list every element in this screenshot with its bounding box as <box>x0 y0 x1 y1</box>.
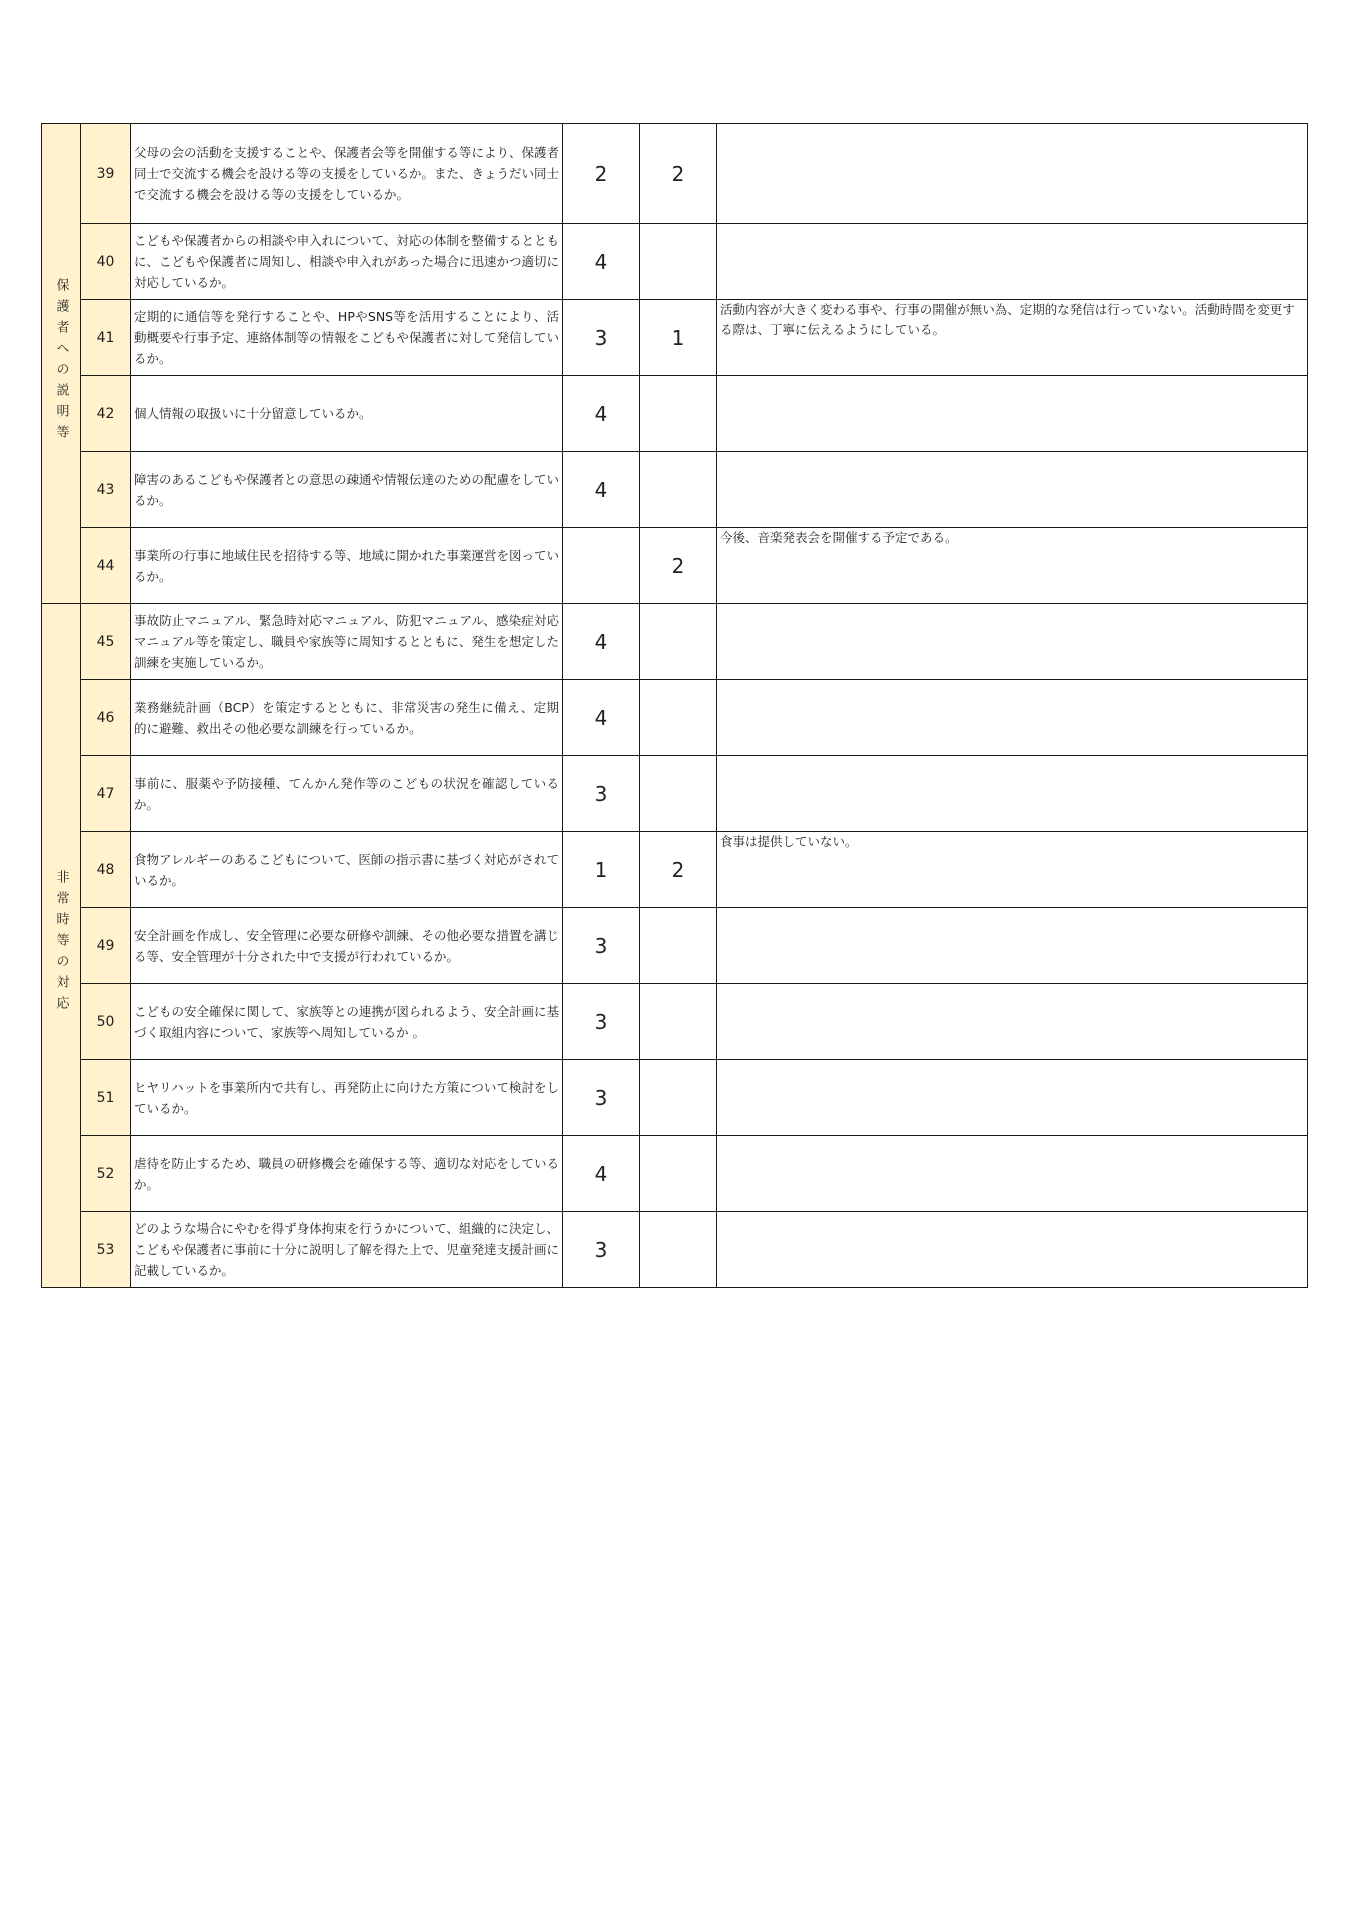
note-cell <box>717 452 1308 528</box>
question-text: 業務継続計画（BCP）を策定するとともに、非常災害の発生に備え、定期的に避難、救出その他必要な訓練を行っているか。 <box>131 680 563 756</box>
question-text: 定期的に通信等を発行することや、HPやSNS等を活用することにより、活動概要や行事予定、連絡体制等の情報をこどもや保護者に対して発信しているか。 <box>131 300 563 376</box>
table-row <box>42 680 1308 756</box>
note-cell <box>717 984 1308 1060</box>
score-b: 2 <box>640 832 717 908</box>
score-b <box>640 908 717 984</box>
item-number: 45 <box>81 604 131 680</box>
evaluation-table <box>41 123 1308 1288</box>
score-b: 2 <box>640 528 717 604</box>
note-cell: 今後、音楽発表会を開催する予定である。 <box>717 528 1308 604</box>
note-cell <box>717 908 1308 984</box>
table-row <box>42 376 1308 452</box>
item-number: 43 <box>81 452 131 528</box>
question-text: 事前に、服薬や予防接種、てんかん発作等のこどもの状況を確認しているか。 <box>131 756 563 832</box>
note-cell: 食事は提供していない。 <box>717 832 1308 908</box>
score-b <box>640 984 717 1060</box>
score-b <box>640 756 717 832</box>
score-b: 1 <box>640 300 717 376</box>
item-number: 51 <box>81 1060 131 1136</box>
table-row <box>42 300 1308 376</box>
score-a: 3 <box>563 908 640 984</box>
score-a <box>563 528 640 604</box>
item-number: 48 <box>81 832 131 908</box>
note-cell <box>717 756 1308 832</box>
score-a: 4 <box>563 1136 640 1212</box>
table-row <box>42 908 1308 984</box>
note-cell <box>717 1212 1308 1288</box>
question-text: 事業所の行事に地域住民を招待する等、地域に開かれた事業運営を図っているか。 <box>131 528 563 604</box>
item-number: 52 <box>81 1136 131 1212</box>
score-a: 3 <box>563 756 640 832</box>
question-text: ヒヤリハットを事業所内で共有し、再発防止に向けた方策について検討をしているか。 <box>131 1060 563 1136</box>
score-b <box>640 224 717 300</box>
item-number: 46 <box>81 680 131 756</box>
score-a: 3 <box>563 1212 640 1288</box>
table-row <box>42 832 1308 908</box>
note-cell <box>717 224 1308 300</box>
item-number: 50 <box>81 984 131 1060</box>
table-row <box>42 528 1308 604</box>
question-text: 障害のあるこどもや保護者との意思の疎通や情報伝達のための配慮をしているか。 <box>131 452 563 528</box>
item-number: 41 <box>81 300 131 376</box>
score-a: 4 <box>563 452 640 528</box>
question-text: 個人情報の取扱いに十分留意しているか。 <box>131 376 563 452</box>
score-a: 4 <box>563 376 640 452</box>
item-number: 40 <box>81 224 131 300</box>
table-row <box>42 604 1308 680</box>
score-a: 3 <box>563 300 640 376</box>
score-a: 4 <box>563 224 640 300</box>
item-number: 47 <box>81 756 131 832</box>
table-row <box>42 452 1308 528</box>
table-row <box>42 984 1308 1060</box>
score-a: 1 <box>563 832 640 908</box>
note-cell <box>717 1060 1308 1136</box>
note-cell: 活動内容が大きく変わる事や、行事の開催が無い為、定期的な発信は行っていない。活動時間を変更する際は、丁寧に伝えるようにしている。 <box>717 300 1308 376</box>
question-text: こどもの安全確保に関して、家族等との連携が図られるよう、安全計画に基づく取組内容について、家族等へ周知しているか 。 <box>131 984 563 1060</box>
question-text: 食物アレルギーのあるこどもについて、医師の指示書に基づく対応がされているか。 <box>131 832 563 908</box>
score-a: 4 <box>563 680 640 756</box>
score-b: 2 <box>640 124 717 224</box>
question-text: こどもや保護者からの相談や申入れについて、対応の体制を整備するとともに、こどもや保護者に周知し、相談や申入れがあった場合に迅速かつ適切に対応しているか。 <box>131 224 563 300</box>
item-number: 53 <box>81 1212 131 1288</box>
table-row <box>42 224 1308 300</box>
note-cell <box>717 124 1308 224</box>
table-row <box>42 1212 1308 1288</box>
score-a: 4 <box>563 604 640 680</box>
score-a: 2 <box>563 124 640 224</box>
table-row <box>42 1060 1308 1136</box>
item-number: 44 <box>81 528 131 604</box>
note-cell <box>717 680 1308 756</box>
question-text: どのような場合にやむを得ず身体拘束を行うかについて、組織的に決定し、こどもや保護者に事前に十分に説明し了解を得た上で、児童発達支援計画に記載しているか。 <box>131 1212 563 1288</box>
note-cell <box>717 604 1308 680</box>
item-number: 49 <box>81 908 131 984</box>
note-cell <box>717 376 1308 452</box>
score-b <box>640 452 717 528</box>
note-cell <box>717 1136 1308 1212</box>
section-label: 非常時等の対応 <box>42 604 81 1288</box>
score-b <box>640 680 717 756</box>
question-text: 安全計画を作成し、安全管理に必要な研修や訓練、その他必要な措置を講じる等、安全管理が十分された中で支援が行われているか。 <box>131 908 563 984</box>
section-label: 保護者への説明等 <box>42 124 81 604</box>
score-b <box>640 1212 717 1288</box>
score-a: 3 <box>563 984 640 1060</box>
question-text: 父母の会の活動を支援することや、保護者会等を開催する等により、保護者同士で交流する機会を設ける等の支援をしているか。また、きょうだい同士で交流する機会を設ける等の支援をしているか。 <box>131 124 563 224</box>
item-number: 39 <box>81 124 131 224</box>
score-b <box>640 376 717 452</box>
score-b <box>640 1060 717 1136</box>
score-a: 3 <box>563 1060 640 1136</box>
item-number: 42 <box>81 376 131 452</box>
question-text: 事故防止マニュアル、緊急時対応マニュアル、防犯マニュアル、感染症対応マニュアル等を策定し、職員や家族等に周知するとともに、発生を想定した訓練を実施しているか。 <box>131 604 563 680</box>
table-row <box>42 756 1308 832</box>
question-text: 虐待を防止するため、職員の研修機会を確保する等、適切な対応をしているか。 <box>131 1136 563 1212</box>
score-b <box>640 604 717 680</box>
score-b <box>640 1136 717 1212</box>
table-row <box>42 1136 1308 1212</box>
table-row <box>42 124 1308 224</box>
